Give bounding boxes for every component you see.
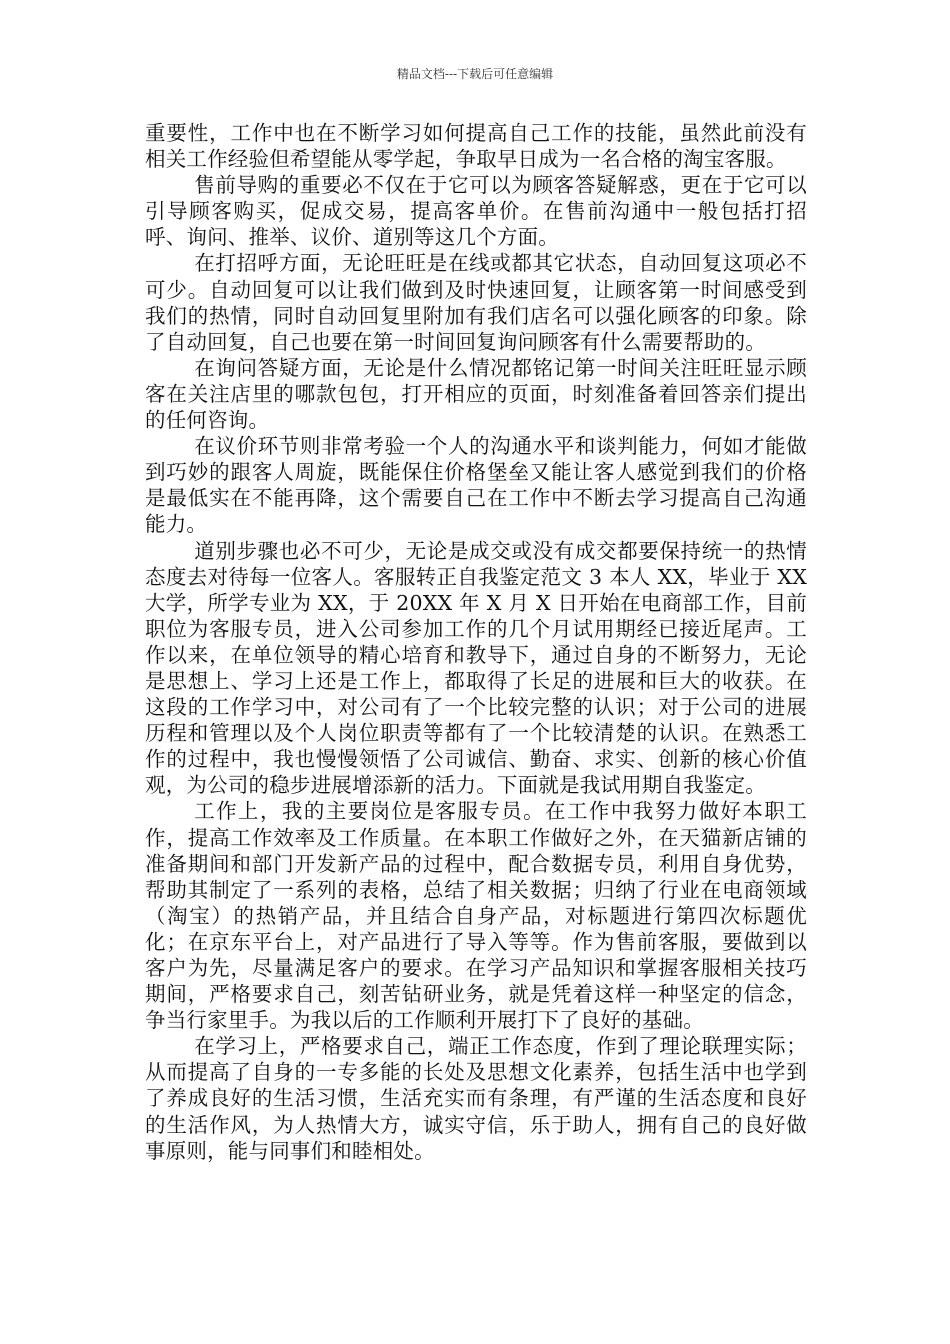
paragraph-work: 工作上，我的主要岗位是客服专员。在工作中我努力做好本职工作，提高工作效率及工作质量。在本职工作做好之外，在天猫新店铺的准备期间和部门开发新产品的过程中，配合数据专员，利用自身优势，帮助其制定了一系列的表格，总结了相关数据；归纳了行业在电商领域（淘宝）的热销产品，并且结合自身产品，对标题进行第四次标题优化；在京东平台上，对产品进行了导入等等。作为售前客服，要做到以客户为先，尽量满足客户的要求。在学习产品知识和掌握客服相关技巧期间，严格要求自己，刻苦钻研业务，就是凭着这样一种坚定的信念，争当行家里手。为我以后的工作顺利开展打下了良好的基础。 bbox=[145, 799, 807, 1033]
paragraph-study: 在学习上，严格要求自己，端正工作态度，作到了理论联理实际；从而提高了自身的一专多能的长处及思想文化素养，包括生活中也学到了养成良好的生活习惯，生活充实而有条理，有严谨的生活态度和良好的生活作风，为人热情大方，诚实守信，乐于助人，拥有自己的良好做事原则，能与同事们和睦相处。 bbox=[145, 1034, 807, 1163]
paragraph-negotiation: 在议价环节则非常考验一个人的沟通水平和谈判能力，何如才能做到巧妙的跟客人周旋，既能保住价格堡垒又能让客人感觉到我们的价格是最低实在不能再降，这个需要自己在工作中不断去学习提高自己沟通能力。 bbox=[145, 434, 807, 537]
paragraph-presales-guidance: 售前导购的重要必不仅在于它可以为顾客答疑解惑，更在于它可以引导顾客购买，促成交易，提高客单价。在售前沟通中一般包括打招呼、询问、推举、议价、道别等这几个方面。 bbox=[145, 173, 807, 250]
paragraph-continuation: 重要性，工作中也在不断学习如何提高自己工作的技能，虽然此前没有相关工作经验但希望能从零学起，争取早日成为一名合格的淘宝客服。 bbox=[145, 121, 807, 172]
body-text bbox=[145, 120, 807, 1164]
paragraph-farewell-and-self-appraisal: 道别步骤也必不可少，无论是成交或没有成交都要保持统一的热情态度去对待每一位客人。客服转正自我鉴定范文 3 本人 XX，毕业于 XX 大学，所学专业为 XX，于 20XX 年 X 月 X 日开始在电商部工作，目前职位为客服专员，进入公司参加工作的几个月试用期经已接近尾声。工作以来，在单位领导的精心培育和教导下，通过自身的不断努力，无论是思想上、学习上还是工作上，都取得了长足的进展和巨大的收获。在这段的工作学习中，对公司有了一个比较完整的认识；对于公司的进展历程和管理以及个人岗位职责等都有了一个比较清楚的认识。在熟悉工作的过程中，我也慢慢领悟了公司诚信、勤奋、求实、创新的核心价值观，为公司的稳步进展增添新的活力。下面就是我试用期自我鉴定。 bbox=[145, 538, 807, 798]
running-header: 精品文档---下载后可任意编辑 bbox=[396, 67, 554, 81]
paragraph-greeting: 在打招呼方面，无论旺旺是在线或都其它状态，自动回复这项必不可少。自动回复可以让我们做到及时快速回复，让顾客第一时间感受到我们的热情，同时自动回复里附加有我们店名可以强化顾客的印象。除了自动回复，自己也要在第一时间回复询问顾客有什么需要帮助的。 bbox=[145, 251, 807, 354]
paragraph-inquiry: 在询问答疑方面，无论是什么情况都铭记第一时间关注旺旺显示顾客在关注店里的哪款包包，打开相应的页面，时刻准备着回答亲们提出的任何咨询。 bbox=[145, 355, 807, 433]
